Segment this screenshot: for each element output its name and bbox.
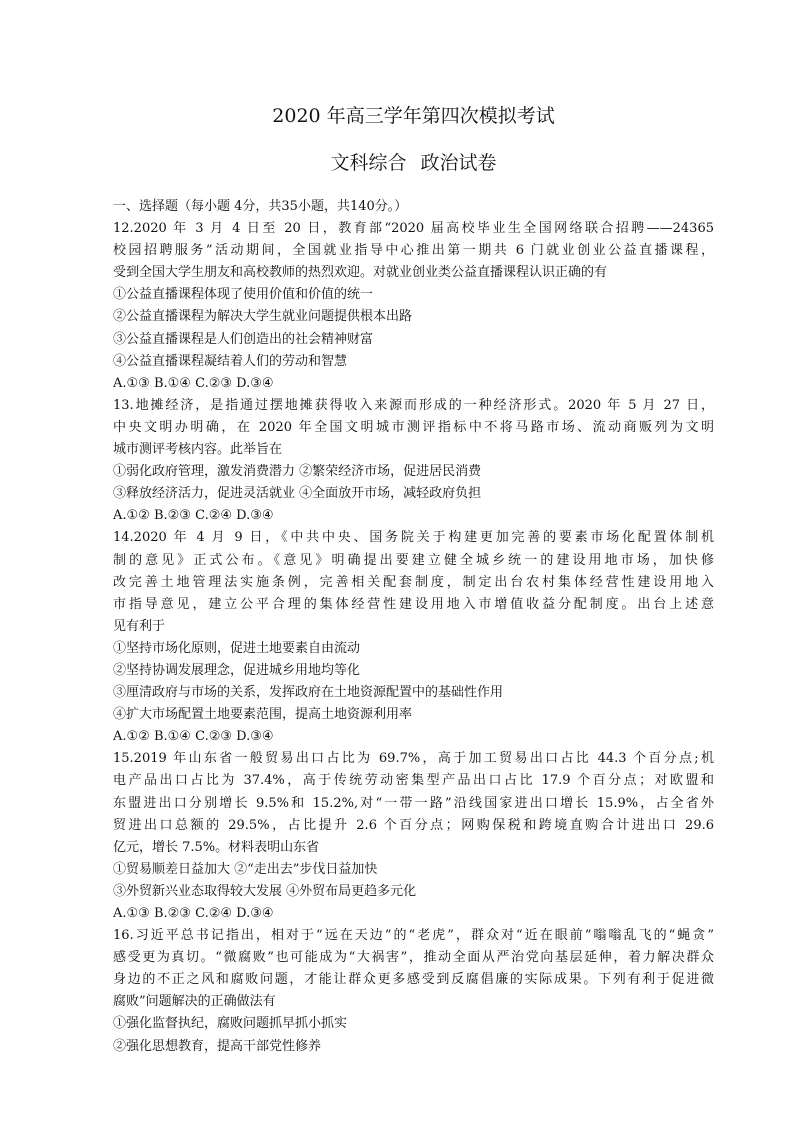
question-option: ④公益直播课程凝结着人们的劳动和智慧 — [113, 353, 348, 369]
question-block — [113, 925, 714, 1058]
question-block — [113, 218, 714, 395]
question-option: ①弱化政府管理，激发消费潜力 ②繁荣经济市场，促进居民消费 — [113, 464, 482, 480]
question-option: ②坚持协调发展理念，促进城乡用地均等化 — [113, 662, 361, 678]
question-stem-line: 城市测评考核内容。此举旨在 — [113, 442, 283, 458]
question-option: ③公益直播课程是人们创造出的社会精神财富 — [113, 331, 374, 347]
question-option: ③厘清政府与市场的关系，发挥政府在土地资源配置中的基础性作用 — [113, 685, 504, 701]
question-stem-line: 亿元，增长 7.5%。材料表明山东省 — [113, 839, 320, 855]
question-option: ③释放经济活力，促进灵活就业 ④全面放开市场，减轻政府负担 — [113, 486, 482, 502]
question-stem-line: 见有利于 — [113, 618, 166, 634]
question-list — [113, 218, 714, 1058]
question-stem-line: 身边的不正之风和腐败问题，才能让群众更多感受到反腐倡廉的实际成果。下列有利于促进微 — [113, 972, 714, 988]
question-option: ①公益直播课程体现了使用价值和价值的统一 — [113, 287, 374, 303]
question-option: ②强化思想教育，提高干部党性修养 — [113, 1038, 322, 1054]
question-block — [113, 395, 714, 528]
answer-choices: A.①③ B.②③ C.②④ D.③④ — [113, 906, 274, 921]
question-stem-line: 中央文明办明确，在 2020 年全国文明城市测评指标中不将马路市场、流动商贩列为文明 — [113, 419, 714, 435]
question-stem-line: 受到全国大学生朋友和高校教师的热烈欢迎。对就业创业类公益直播课程认识正确的有 — [113, 265, 608, 281]
question-block — [113, 527, 714, 748]
question-stem-line: 13.地摊经济，是指通过摆地摊获得收入来源而形成的一种经济形式。2020 年 5 月 27 日， — [113, 397, 714, 413]
question-option: ③外贸新兴业态取得较大发展 ④外贸布局更趋多元化 — [113, 883, 417, 899]
question-stem-line: 14.2020 年 4 月 9 日，《中共中央、国务院关于构建更加完善的要素市场化配置体制机 — [113, 530, 714, 546]
question-option: ②公益直播课程为解决大学生就业问题提供根本出路 — [113, 309, 413, 325]
question-stem-line: 感受更为真切。“微腐败”也可能成为“大祸害”，推动全面从严治党向基层延伸，着力解决群众 — [113, 950, 714, 966]
question-stem-line: 16.习近平总书记指出，相对于“远在天边”的“老虎”，群众对“近在眼前”嗡嗡乱飞的“蝇贪” — [113, 928, 714, 944]
answer-choices: A.①② B.①④ C.②③ D.③④ — [113, 729, 274, 745]
question-option: ①贸易顺差日益加大 ②“走出去”步伐日益加快 — [113, 861, 378, 877]
question-stem-line: 市指导意见，建立公平合理的集体经营性建设用地入市增值收益分配制度。出台上述意 — [113, 596, 714, 612]
exam-content — [113, 196, 714, 1058]
answer-choices: A.①② B.②③ C.②④ D.③④ — [113, 508, 274, 524]
question-stem-line: 贸进出口总额的 29.5%，占比提升 2.6 个百分点；网购保税和跨境直购合计进出口 29.6 — [113, 817, 714, 833]
page-title: 2020 年高三学年第四次模拟考试 — [272, 105, 555, 127]
question-option: ①强化监督执纪，腐败问题抓早抓小抓实 — [113, 1016, 348, 1032]
question-stem-line: 校园招聘服务”活动期间，全国就业指导中心推出第一期共 6 门就业创业公益直播课程， — [113, 243, 714, 259]
question-stem-line: 东盟进出口分别增长 9.5%和 15.2%,对“一带一路”沿线国家进出口增长 15.9%，占全省外 — [113, 795, 714, 811]
question-option: ①坚持市场化原则，促进土地要素自由流动 — [113, 640, 361, 656]
question-stem-line: 制的意见》正式公布。《意见》明确提出要建立健全城乡统一的建设用地市场，加快修 — [113, 552, 714, 568]
question-stem-line: 电产品出口占比为 37.4%，高于传统劳动密集型产品出口占比 17.9 个百分点；对欧盟和 — [113, 773, 714, 789]
question-stem-line: 15.2019 年山东省一般贸易出口占比为 69.7%，高于加工贸易出口占比 44.3 个百分点;机 — [113, 751, 714, 767]
answer-choices: A.①③ B.①④ C.②③ D.③④ — [113, 375, 274, 391]
question-stem-line: 改完善土地管理法实施条例，完善相关配套制度，制定出台农村集体经营性建设用地入 — [113, 574, 714, 590]
question-option: ④扩大市场配置土地要素范围，提高土地资源利用率 — [113, 707, 413, 723]
question-stem-line: 12.2020 年 3 月 4 日至 20 日，教育部“2020 届高校毕业生全国网络联合招聘——24365 — [113, 221, 714, 237]
question-block — [113, 748, 714, 925]
question-stem-line: 腐败”问题解决的正确做法有 — [113, 994, 276, 1010]
section-heading: 一、选择题（每小题 4分，共35小题，共140分。） — [113, 199, 408, 214]
page-subtitle: 文科综合 政治试卷 — [330, 152, 497, 174]
